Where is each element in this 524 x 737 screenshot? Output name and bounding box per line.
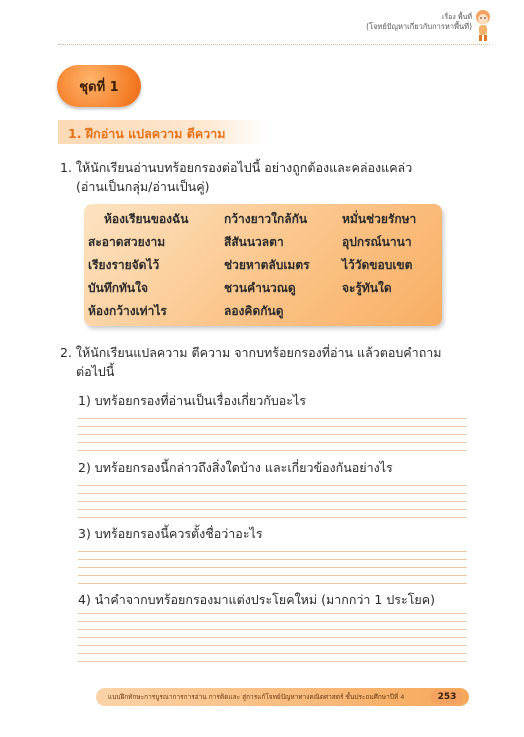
poem-line: กว้างยาวใกล้กัน xyxy=(224,212,308,226)
page-footer xyxy=(96,688,469,706)
set-badge: ชุดที่ 1 xyxy=(57,65,141,107)
question-1-note: (อ่านเป็นกลุ่ม/อ่านเป็นคู่) xyxy=(76,179,210,194)
sub-question-1: 1) บทร้อยกรองที่อ่านเป็นเรื่องเกี่ยวกับอะไร xyxy=(78,393,306,408)
poem-line: ช่วยหาตลับเมตร xyxy=(224,258,310,272)
answer-lines-2 xyxy=(78,485,467,525)
poem-line: อุปกรณ์นานา xyxy=(342,235,412,249)
question-1-text: 1. ให้นักเรียนอ่านบทร้อยกรองต่อไปนี้ อย่างถูกต้องและคล่องแคล่ว xyxy=(60,160,413,175)
poem-line: สะอาดสวยงาม xyxy=(88,235,166,249)
sub-question-4: 4) นำคำจากบทร้อยกรองมาแต่งประโยคใหม่ (มากกว่า 1 ประโยค) xyxy=(78,592,435,607)
poem-line: จะรู้ทันใด xyxy=(342,281,392,295)
poem-line: หมั่นช่วยรักษา xyxy=(342,212,417,226)
poem-box xyxy=(84,204,442,326)
header-subtopic: (โจทย์ปัญหาเกี่ยวกับการหาพื้นที่) xyxy=(366,22,472,31)
answer-lines-1 xyxy=(78,418,467,458)
page-number: 253 xyxy=(431,690,463,704)
question-2-text-cont: ต่อไปนี้ xyxy=(76,364,115,379)
question-1 xyxy=(60,158,480,196)
question-2-text: 2. ให้นักเรียนแปลความ ตีความ จากบทร้อยกรองที่อ่าน แล้วตอบคำถาม xyxy=(60,345,442,360)
section-title: 1. ฝึกอ่าน แปลความ ตีความ xyxy=(68,126,226,141)
header-divider xyxy=(58,44,490,45)
poem-line: ไว้วัดขอบเขต xyxy=(342,258,413,272)
section-banner xyxy=(58,120,268,144)
poem-line: ชวนคำนวณดู xyxy=(224,281,296,295)
page-header xyxy=(366,12,472,32)
question-2 xyxy=(60,343,480,381)
poem-line: ห้องเรียนของฉัน xyxy=(104,212,189,226)
answer-lines-3 xyxy=(78,551,467,591)
poem-line: เรียงรายจัดไว้ xyxy=(88,258,160,272)
poem-line: ห้องกว้างเท่าไร xyxy=(88,304,167,318)
header-topic: เรื่อง พื้นที่ xyxy=(441,13,472,21)
mascot-icon xyxy=(472,8,494,42)
footer-text: แบบฝึกทักษะการบูรณาการการอ่าน การคิดและ สู่การแก้โจทย์ปัญหาทางคณิตศาสตร์ ชั้นประถมศึกษาปีที่ 4 xyxy=(108,693,405,701)
sub-question-2: 2) บทร้อยกรองนี้กล่าวถึงสิ่งใดบ้าง และเกี่ยวข้องกันอย่างไร xyxy=(78,460,393,475)
poem-line: ลองคิดกันดู xyxy=(224,304,284,318)
sub-question-3: 3) บทร้อยกรองนี้ควรตั้งชื่อว่าอะไร xyxy=(78,526,263,541)
poem-line: บันทึกทันใจ xyxy=(88,281,148,295)
answer-lines-4 xyxy=(78,613,467,669)
poem-line: สีสันนวลตา xyxy=(224,235,284,249)
